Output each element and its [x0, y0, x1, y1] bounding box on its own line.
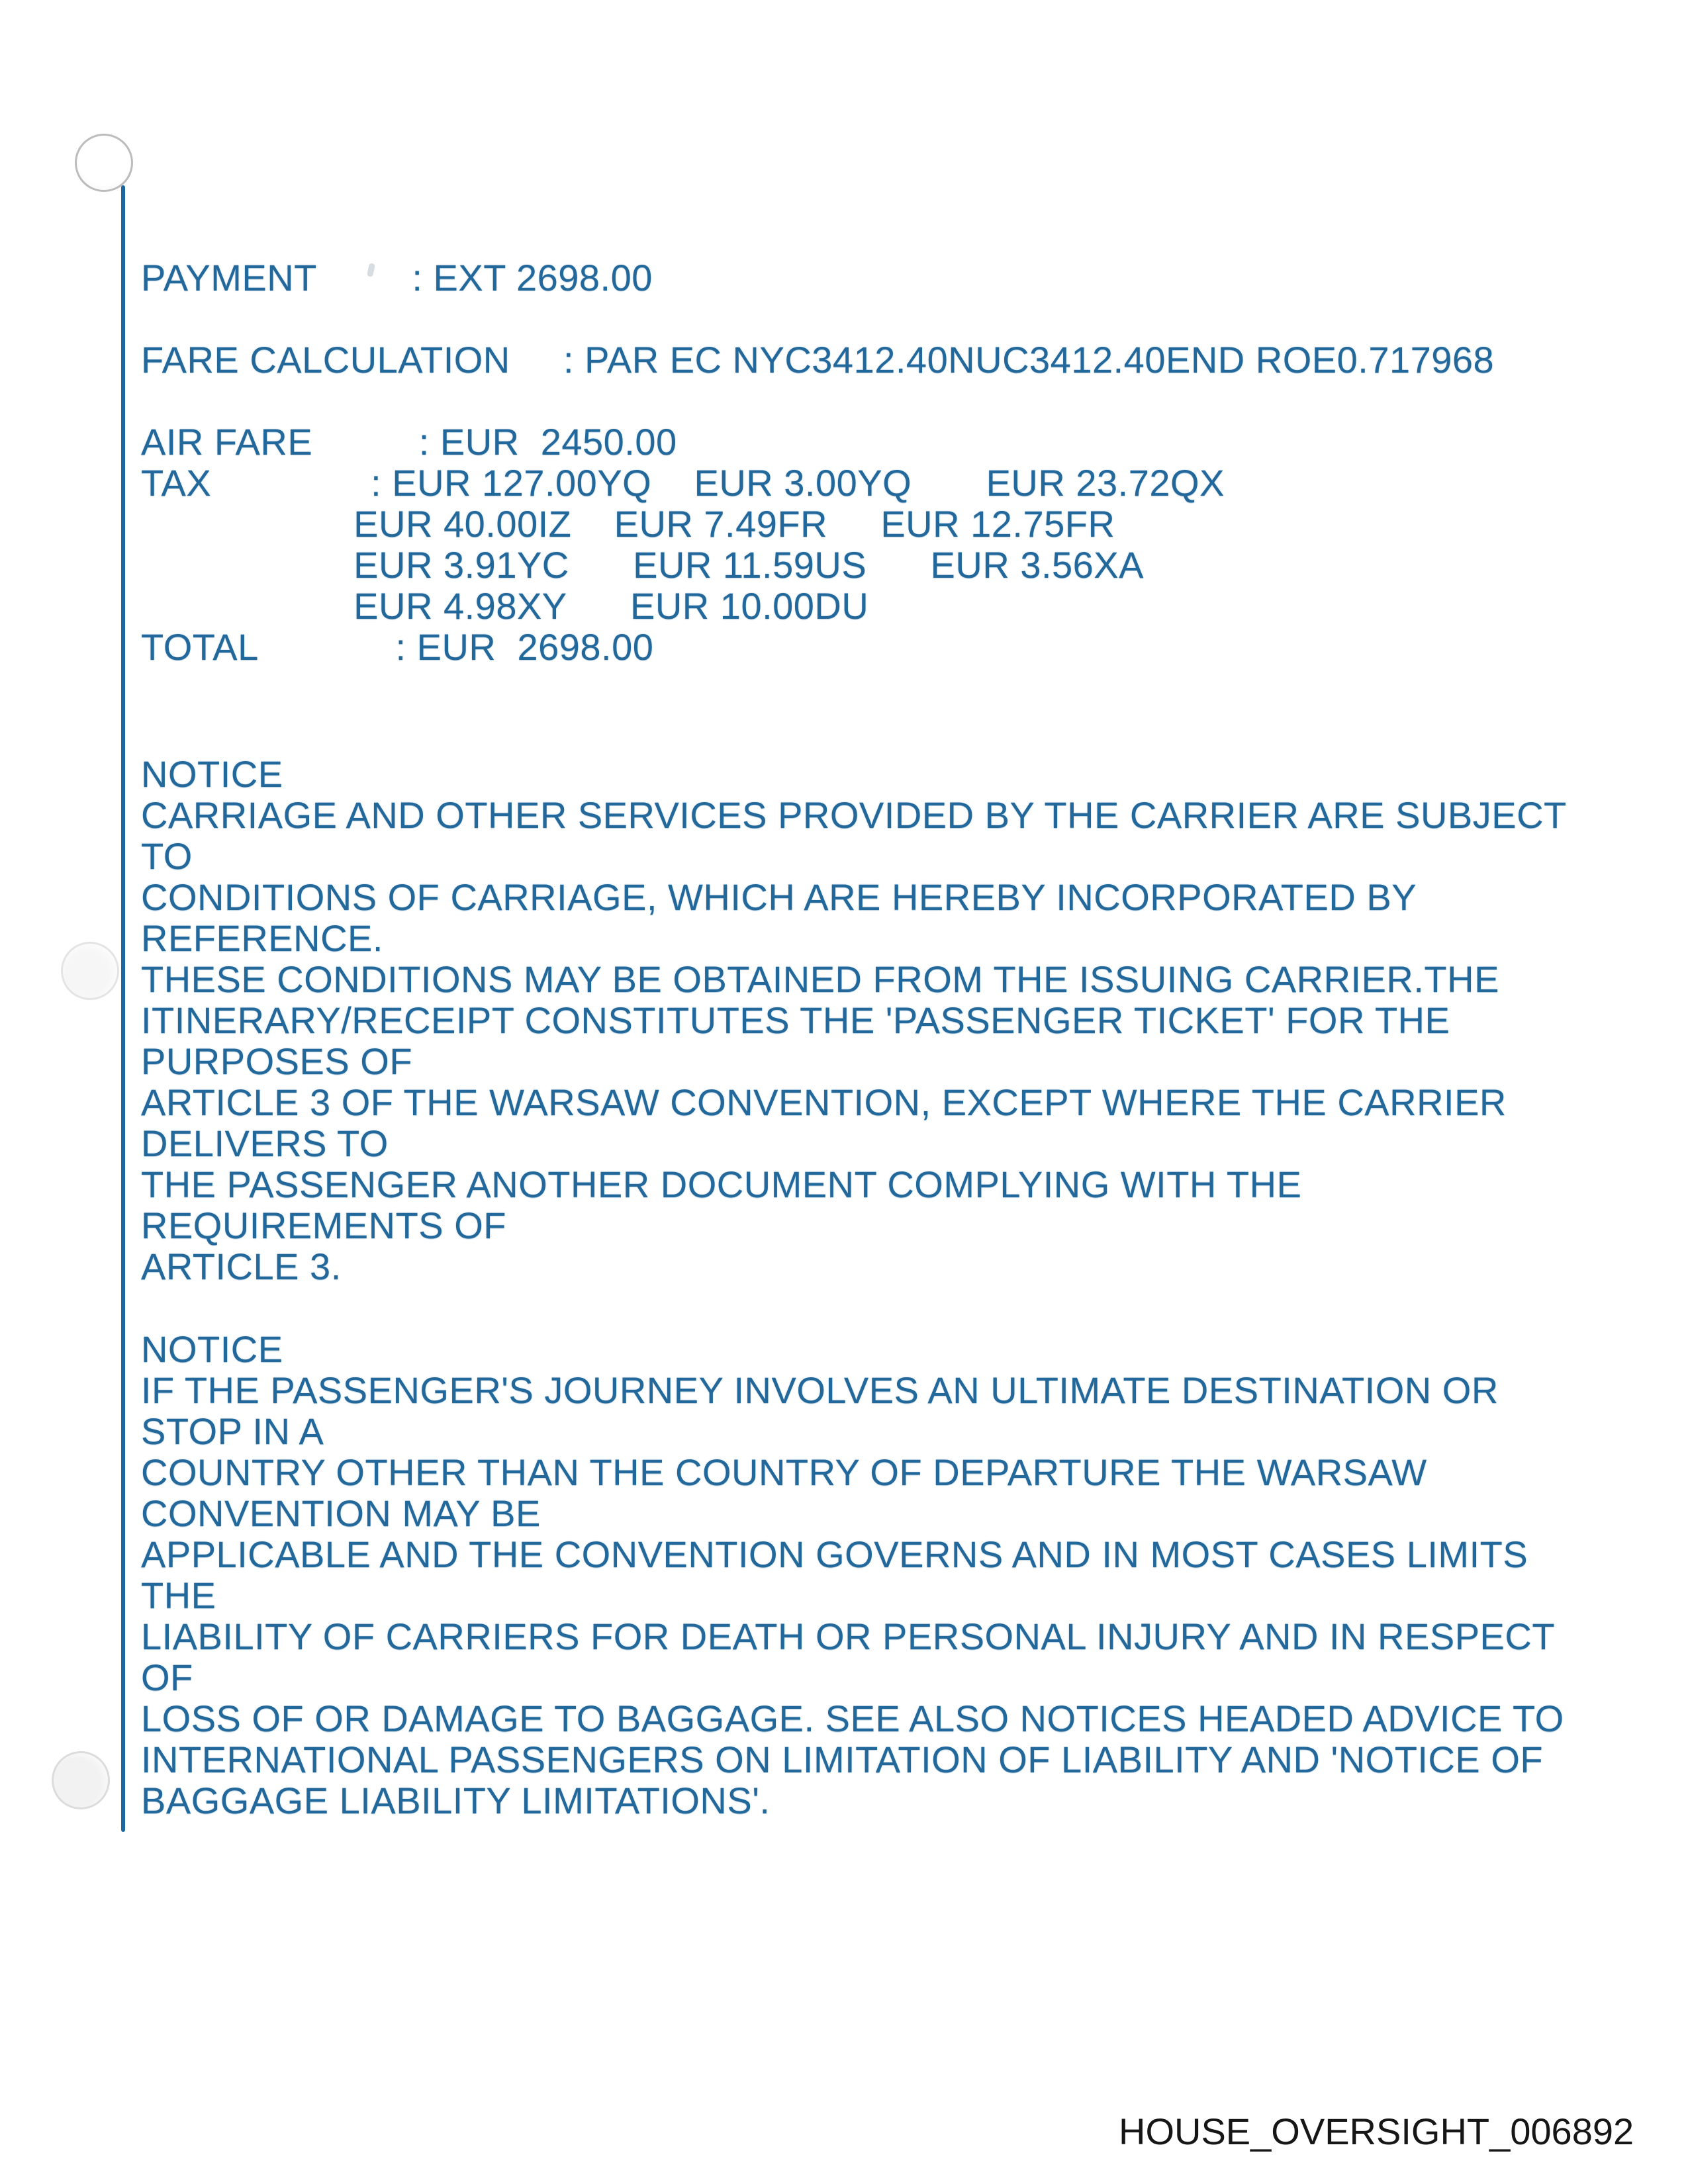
hole-punch-top: [75, 134, 133, 192]
text-line: LIABILITY OF CARRIERS FOR DEATH OR PERSONAL INJURY AND IN RESPECT: [141, 1615, 1556, 1657]
text-line: CARRIAGE AND OTHER SERVICES PROVIDED BY THE CARRIER ARE SUBJECT: [141, 794, 1567, 836]
text-line: BAGGAGE LIABILITY LIMITATIONS'.: [141, 1780, 771, 1821]
tax-line-2: EUR 40.00IZ EUR 7.49FR EUR 12.75FR: [141, 503, 1115, 545]
blank-line: [141, 381, 1494, 422]
margin-rule: [121, 185, 125, 1832]
payment-line: PAYMENT : EXT 2698.00: [141, 257, 653, 298]
text-line: STOP IN A: [141, 1410, 324, 1452]
text-line: THE PASSENGER ANOTHER DOCUMENT COMPLYING WITH THE: [141, 1163, 1302, 1205]
text-line: PURPOSES OF: [141, 1040, 413, 1082]
text-line: TO: [141, 835, 193, 877]
notice-heading: NOTICE: [141, 1328, 283, 1370]
text-line: IF THE PASSENGER'S JOURNEY INVOLVES AN ULTIMATE DESTINATION OR: [141, 1369, 1499, 1411]
tax-line-1: TAX : EUR 127.00YQ EUR 3.00YQ EUR 23.72QX: [141, 462, 1225, 504]
text-line: ARTICLE 3.: [141, 1246, 342, 1287]
text-line: APPLICABLE AND THE CONVENTION GOVERNS AND IN MOST CASES LIMITS: [141, 1533, 1528, 1575]
text-line: COUNTRY OTHER THAN THE COUNTRY OF DEPARTURE THE WARSAW: [141, 1451, 1427, 1493]
fare-calculation-line: FARE CALCULATION : PAR EC NYC3412.40NUC3412.40END ROE0.717968: [141, 339, 1495, 381]
text-line: LOSS OF OR DAMAGE TO BAGGAGE. SEE ALSO NOTICES HEADED ADVICE TO: [141, 1698, 1564, 1739]
text-line: THE: [141, 1574, 216, 1616]
notice-block-1: [141, 754, 1567, 1287]
air-fare-line: AIR FARE : EUR 2450.00: [141, 421, 677, 463]
text-line: ARTICLE 3 OF THE WARSAW CONVENTION, EXCEPT WHERE THE CARRIER: [141, 1081, 1507, 1123]
hole-punch-middle: [61, 942, 119, 1000]
text-line: CONDITIONS OF CARRIAGE, WHICH ARE HEREBY INCORPORATED BY: [141, 876, 1417, 918]
text-line: DELIVERS TO: [141, 1122, 389, 1164]
hole-punch-bottom: [52, 1751, 110, 1809]
tax-line-3: EUR 3.91YC EUR 11.59US EUR 3.56XA: [141, 544, 1145, 586]
text-line: REQUIREMENTS OF: [141, 1205, 506, 1246]
notice-heading: NOTICE: [141, 753, 283, 795]
total-line: TOTAL : EUR 2698.00: [141, 626, 654, 668]
text-line: OF: [141, 1657, 193, 1698]
text-line: INTERNATIONAL PASSENGERS ON LIMITATION OF LIABILITY AND 'NOTICE OF: [141, 1739, 1544, 1780]
bates-number: HOUSE_OVERSIGHT_006892: [1119, 2111, 1634, 2152]
text-line: THESE CONDITIONS MAY BE OBTAINED FROM THE ISSUING CARRIER.THE: [141, 958, 1499, 1000]
tax-line-4: EUR 4.98XY EUR 10.00DU: [141, 585, 869, 627]
notice-block-2: [141, 1329, 1564, 1821]
blank-line: [141, 298, 1494, 340]
fare-block: [141, 257, 1494, 668]
text-line: ITINERARY/RECEIPT CONSTITUTES THE 'PASSENGER TICKET' FOR THE: [141, 999, 1450, 1041]
text-line: REFERENCE.: [141, 917, 383, 959]
text-line: CONVENTION MAY BE: [141, 1492, 541, 1534]
